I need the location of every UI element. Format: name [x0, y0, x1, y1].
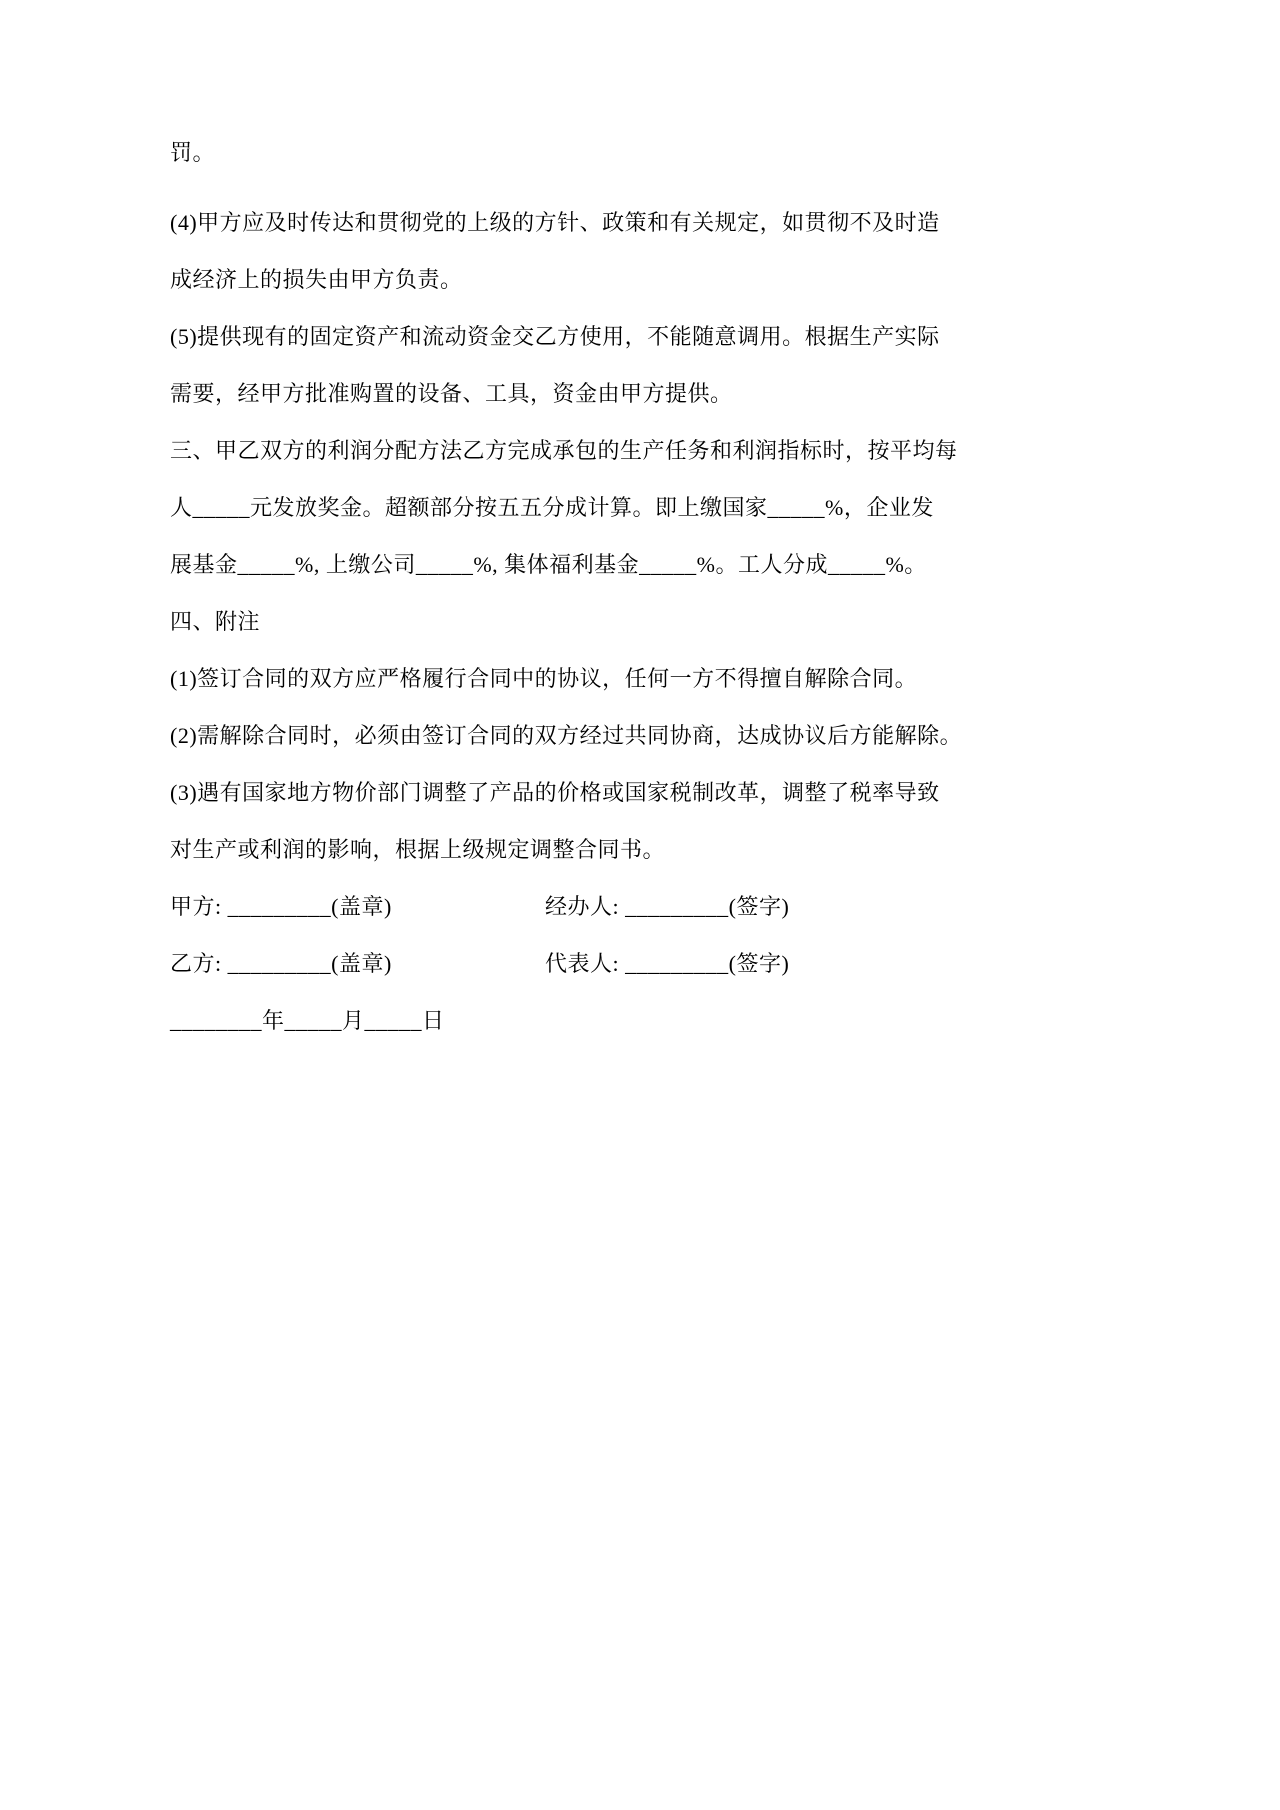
document-line: (2)需解除合同时，必须由签订合同的双方经过共同协商，达成协议后方能解除。 [170, 723, 963, 748]
document-line: (1)签订合同的双方应严格履行合同中的协议，任何一方不得擅自解除合同。 [170, 666, 918, 691]
handler-signature-line: 经办人: _________(签字) [545, 894, 790, 919]
document-line: 展基金_____%, 上缴公司_____%, 集体福利基金_____%。工人分成_____%。 [170, 552, 927, 577]
document-line: 成经济上的损失由甲方负责。 [170, 267, 463, 292]
contract-body [170, 128, 970, 1049]
document-line: 罚。 [170, 140, 216, 165]
document-line: (5)提供现有的固定资产和流动资金交乙方使用，不能随意调用。根据生产实际 [170, 324, 940, 349]
document-line: 需要，经甲方批准购置的设备、工具，资金由甲方提供。 [170, 381, 733, 406]
party-a-seal-line: 甲方: _________(盖章) [170, 894, 392, 919]
document-line: (3)遇有国家地方物价部门调整了产品的价格或国家税制改革，调整了税率导致 [170, 780, 940, 805]
signature-row-party-a [170, 878, 970, 935]
document-line-section-three: 三、甲乙双方的利润分配方法乙方完成承包的生产任务和利润指标时，按平均每 [170, 438, 958, 463]
representative-signature-line: 代表人: _________(签字) [545, 951, 790, 976]
document-line: 对生产或利润的影响，根据上级规定调整合同书。 [170, 837, 666, 862]
document-line-section-four: 四、附注 [170, 609, 261, 634]
signature-row-party-b [170, 935, 970, 992]
document-line: 人_____元发放奖金。超额部分按五五分成计算。即上缴国家_____%，企业发 [170, 495, 934, 520]
party-b-seal-line: 乙方: _________(盖章) [170, 951, 392, 976]
date-line: ________年_____月_____日 [170, 1008, 445, 1033]
document-line: (4)甲方应及时传达和贯彻党的上级的方针、政策和有关规定，如贯彻不及时造 [170, 210, 940, 235]
